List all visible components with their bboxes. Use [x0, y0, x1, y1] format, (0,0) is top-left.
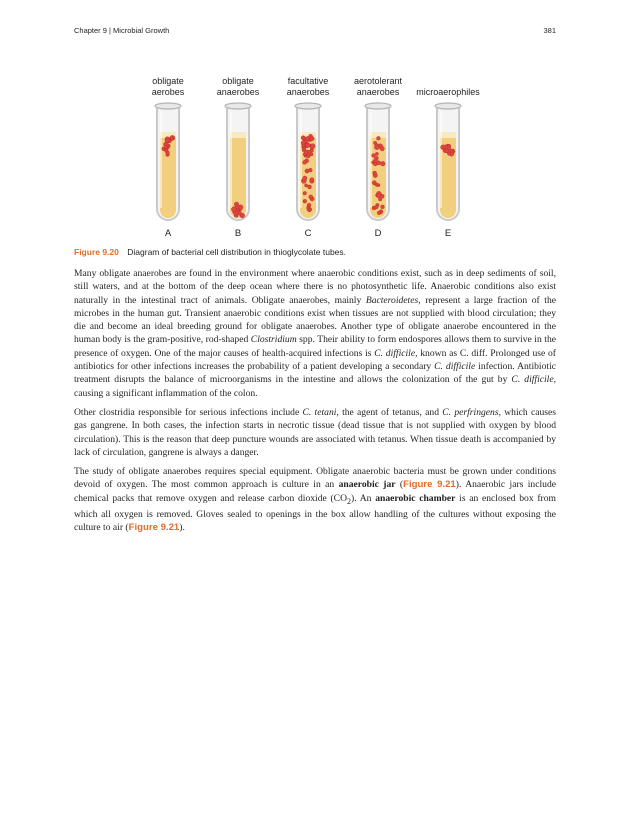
body-paragraph-2: Other clostridia responsible for serious infections include C. tetani, the agent of tetanus, and C. perfringens, which causes gas gangrene. In both cases, the infection starts in necrotic tissue (dead tissue that is not supplied with oxygen by blood circulation). This is the reason that deep puncture wounds are associated with tetanus. When tissue death is accompanied by lack of circulation, gangrene is always a danger.: [74, 406, 556, 458]
figure-caption: [74, 247, 556, 257]
tube-label-d: aerotolerant anaerobes: [353, 76, 403, 97]
bacterial-colony: [310, 178, 314, 182]
bacterial-colony: [381, 205, 385, 209]
tube-highlight: [300, 112, 302, 208]
italic-term: Bacteroidetes: [365, 294, 419, 306]
tube-rim: [225, 103, 251, 109]
tube-highlight: [160, 112, 162, 208]
running-header-chapter: Chapter 9 | Microbial Growth: [74, 26, 170, 35]
bacterial-colony: [305, 184, 308, 187]
bacterial-colony: [303, 191, 307, 195]
bacterial-colony: [451, 149, 454, 152]
italic-term: C. difficile: [434, 361, 476, 373]
page-number: 381: [543, 26, 556, 35]
bacterial-colony: [301, 141, 305, 145]
bacterial-colony: [375, 152, 378, 155]
figure-reference-link[interactable]: Figure 9.21: [128, 522, 180, 534]
tube-highlight: [440, 112, 442, 208]
bacterial-colony: [235, 202, 239, 206]
test-tube-d: [365, 103, 391, 220]
tube-letter-c: C: [304, 228, 312, 239]
test-tube-a: [155, 103, 181, 220]
bacterial-colony: [447, 152, 450, 155]
italic-term: C. tetani: [302, 406, 337, 418]
tube-medium-surface: [230, 132, 246, 138]
tube-medium-surface: [440, 132, 456, 138]
bacterial-colony: [377, 211, 381, 215]
bacterial-colony: [302, 136, 306, 140]
bacterial-colony: [308, 185, 312, 189]
tube-label-a: obligate aerobes: [151, 76, 185, 97]
bacterial-colony: [166, 151, 170, 155]
bacterial-colony: [165, 138, 169, 142]
figure-reference-link[interactable]: Figure 9.21: [403, 479, 456, 491]
bacterial-colony: [377, 136, 381, 140]
tube-letter-b: B: [234, 228, 242, 239]
italic-term: Clostridium: [250, 334, 297, 346]
tube-label-c: facultative anaerobes: [286, 76, 330, 97]
bacterial-colony: [309, 195, 313, 199]
bacterial-colony: [375, 205, 379, 209]
bacterial-colony: [372, 154, 376, 158]
key-term: anaerobic jar: [338, 479, 396, 491]
italic-term: C. difficile: [374, 347, 416, 359]
tube-label-e: microaerophiles: [416, 87, 480, 97]
tube-rim: [435, 103, 461, 109]
bacterial-colony: [231, 207, 236, 212]
bacterial-colony: [373, 159, 377, 163]
bacterial-colony: [303, 176, 307, 180]
body-text: [74, 267, 556, 541]
bacterial-colony: [441, 145, 446, 150]
bacterial-colony: [380, 147, 384, 151]
tube-rim: [365, 103, 391, 109]
bacterial-colony: [376, 193, 380, 197]
tube-highlight: [230, 112, 232, 208]
tube-rim: [155, 103, 181, 109]
bacterial-colony: [373, 171, 377, 175]
italic-term: C. difficile: [511, 374, 554, 386]
tube-highlight: [370, 112, 372, 208]
thioglycolate-figure: [74, 70, 556, 250]
test-tube-e: [435, 103, 461, 220]
key-term: anaerobic chamber: [375, 492, 456, 504]
bacterial-colony: [374, 145, 379, 150]
tube-letter-d: D: [374, 228, 382, 239]
tube-label-b: obligate anaerobes: [216, 76, 260, 97]
bacterial-colony: [310, 144, 315, 149]
bacterial-colony: [307, 203, 311, 207]
bacterial-colony: [303, 199, 307, 203]
bacterial-colony: [381, 161, 386, 166]
tube-rim: [295, 103, 321, 109]
bacterial-colony: [305, 169, 309, 173]
bacterial-colony: [306, 154, 310, 158]
test-tube-b: [225, 103, 251, 220]
bacterial-colony: [377, 184, 380, 187]
body-paragraph-3: The study of obligate anaerobes requires special equipment. Obligate anaerobic bacteria must be grown under conditions devoid of oxygen. The most common approach is culture in an anaerobic jar (Figure 9.21). Anaerobic jars include chemical packs that remove oxygen and release carbon dioxide $(CO_2)$. An anaerobic chamber is an enclosed box from which all oxygen is removed. Gloves sealed to openings in the box allow handling of the cultures without exposing the culture to air (Figure 9.21).: [74, 466, 557, 534]
italic-term: C. perfringens: [442, 406, 499, 418]
body-paragraph-1: Many obligate anaerobes are found in the environment where anaerobic conditions exist, such as in deep sediments of soil, still waters, and at the bottom of the deep ocean where there is no photosynthetic life. Anaerobic conditions also exist naturally in the intestinal tract of animals. Obligate anaerobes, mainly Bacteroidetes, represent a large fraction of the microbes in the human gut. Transient anaerobic conditions exist when tissues are not supplied with blood circulation; they die and become an ideal breeding ground for obligate anaerobes. Another type of obligate anaerobe encountered in the human body is the gram-positive, rod-shaped Clostridium spp. Their ability to form endospores allows them to survive in the presence of oxygen. One of the major causes of health-acquired infections is C. difficile, known as C. diff. Prolonged use of antibiotics for other infections increases the probability of a patient developing a secondary C. difficile infection. Antibiotic treatment disrupts the balance of microorganisms in the intestine and allows the colonization of the gut by C. difficile, causing a significant inflammation of the colon.: [74, 268, 557, 399]
bacterial-colony: [303, 160, 307, 164]
figure-number[interactable]: Figure 9.20: [74, 247, 119, 257]
bacterial-colony: [380, 194, 384, 198]
figure-caption-text: Diagram of bacterial cell distribution in thioglycolate tubes.: [127, 247, 347, 257]
tube-letter-e: E: [444, 228, 452, 239]
bacterial-colony: [306, 143, 310, 147]
bacterial-colony: [308, 150, 312, 154]
subscript: 2: [347, 496, 351, 506]
tube-letter-a: A: [164, 228, 172, 239]
bacterial-colony: [165, 145, 168, 148]
bacterial-colony: [310, 136, 314, 140]
test-tube-c: [295, 103, 321, 220]
bacterial-colony: [171, 137, 175, 141]
